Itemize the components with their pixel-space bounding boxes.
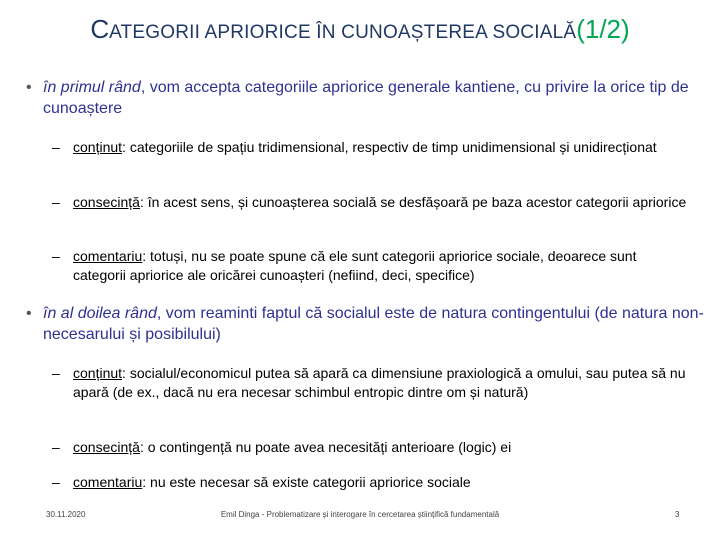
sub-key: conținut [73, 365, 123, 381]
bullet-2-lead: în al doilea rând [43, 305, 157, 322]
sub-key: consecință [73, 439, 140, 455]
sub-text: : o contingență nu poate avea necesități anterioare (logic) ei [139, 439, 512, 455]
slide-title [0, 14, 720, 45]
sub-key: comentariu [73, 474, 143, 490]
bullet-1-sub-3 [52, 247, 692, 285]
bullet-2-sub-3 [52, 473, 692, 492]
bullet-1 [26, 77, 710, 119]
bullet-2-sub-2 [52, 438, 692, 457]
sub-key: conținut [73, 139, 123, 155]
sub-text: : în acest sens, și cunoașterea socială se desfășoară pe baza acestor categorii apriorice [139, 194, 687, 210]
sub-dash: – [52, 439, 60, 455]
bullet-1-lead: în primul rând [43, 79, 141, 96]
bullet-2 [26, 303, 710, 345]
footer-page-number: 3 [675, 510, 680, 519]
sub-dash: – [52, 474, 60, 490]
bullet-2-text: , vom reaminti faptul că socialul este de natura contingentului (de natura non-necesarului și posibilului) [43, 305, 704, 343]
sub-dash: – [52, 139, 60, 155]
title-first-letter: C [90, 14, 110, 44]
bullet-2-sub-1 [52, 364, 692, 402]
footer-date: 30.11.2020 [46, 510, 86, 519]
sub-key: consecință [73, 194, 140, 210]
sub-text: : totuși, nu se poate spune că ele sunt categorii apriorice sociale, deoarece sunt categorii apriorice ale oricărei cunoașteri (nefiind, deci, specifice) [73, 248, 637, 283]
bullet-dot: • [26, 79, 32, 96]
bullet-dot: • [26, 305, 32, 322]
footer-center-text: Emil Dinga - Problematizare și interogare în cercetarea științifică fundamentală [220, 510, 500, 519]
sub-key: comentariu [73, 248, 143, 264]
bullet-1-sub-1 [52, 138, 692, 157]
sub-dash: – [52, 194, 60, 210]
sub-text: : categoriile de spațiu tridimensional, respectiv de timp unidimensional și unidirecționat [122, 139, 657, 155]
sub-dash: – [52, 248, 60, 264]
title-text: ATEGORII APRIORICE ÎN CUNOAȘTEREA SOCIALĂ [109, 22, 577, 43]
sub-text: : nu este necesar să existe categorii apriorice sociale [142, 474, 471, 490]
bullet-1-sub-2 [52, 193, 692, 212]
sub-dash: – [52, 365, 60, 381]
title-part-number: (1/2) [576, 14, 630, 44]
bullet-1-text: , vom accepta categoriile apriorice generale kantiene, cu privire la orice tip de cunoaștere [43, 79, 689, 117]
sub-text: : socialul/economicul putea să apară ca dimensiune praxiologică a omului, sau putea să nu apară (de ex., dacă nu era necesar schimbul entropic dintre om și natură) [73, 365, 686, 400]
